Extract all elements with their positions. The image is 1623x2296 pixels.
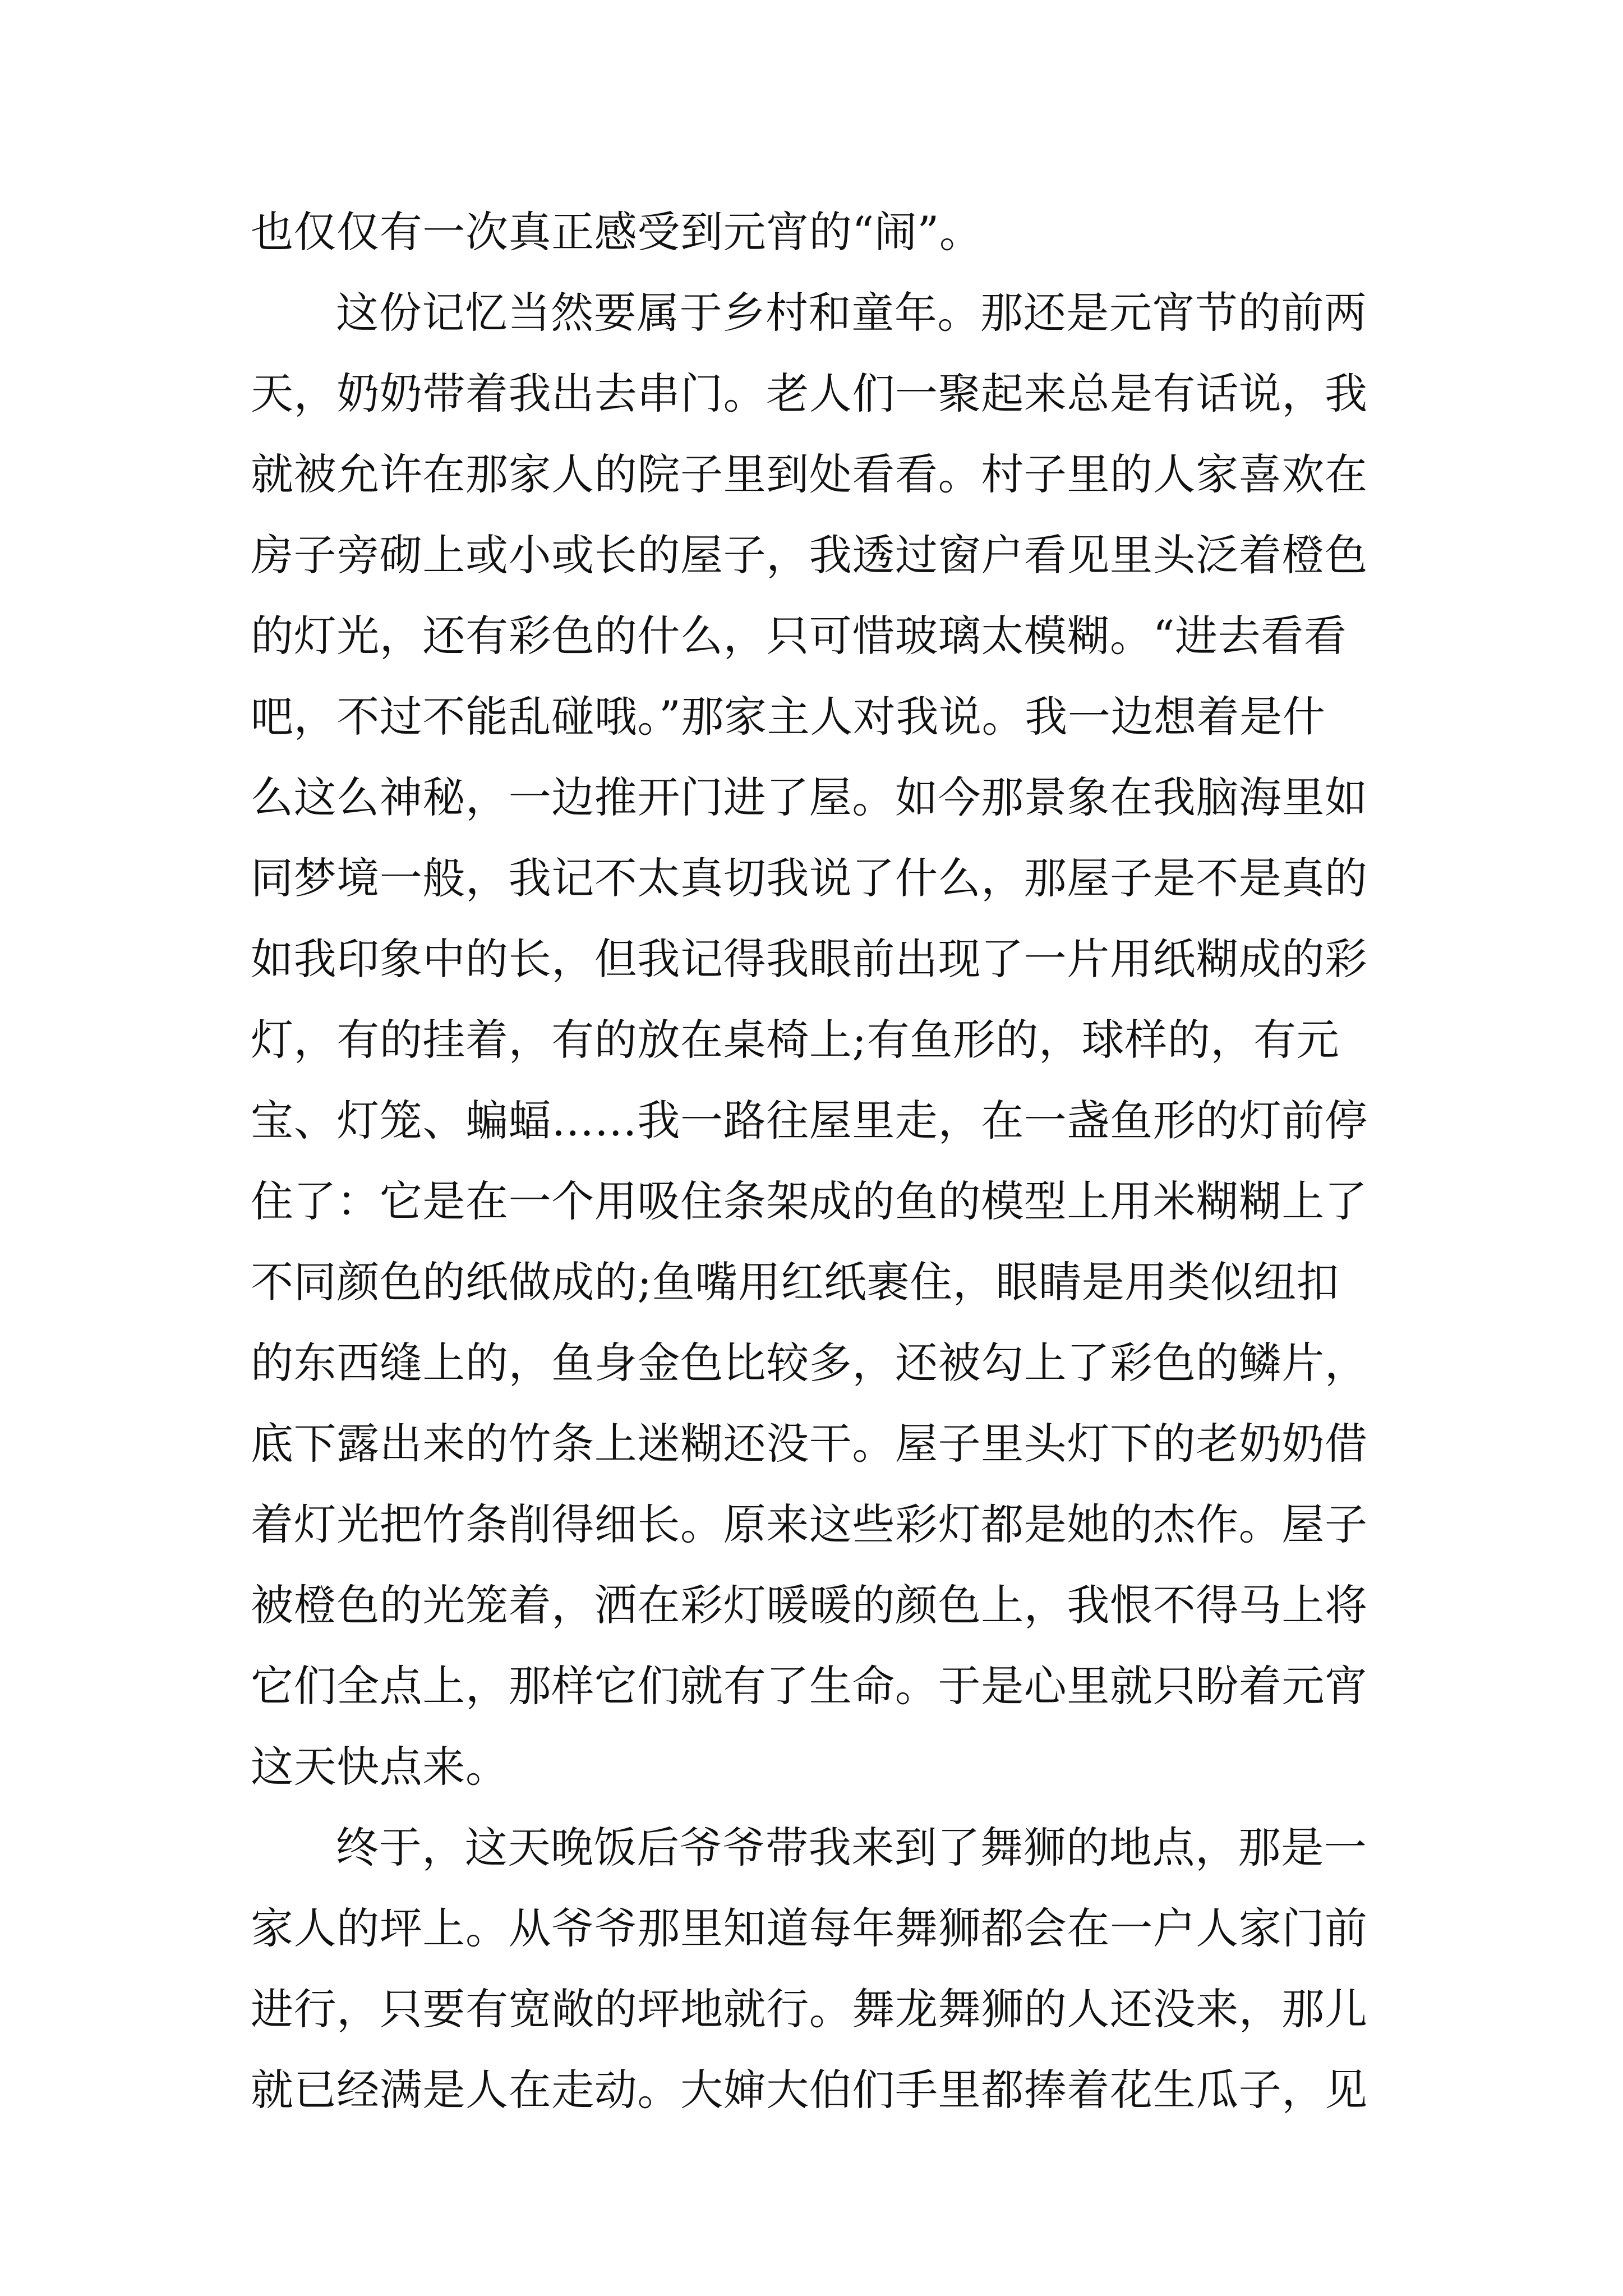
- text-line: 这天快点来。: [251, 1742, 509, 1792]
- text-line: 就被允许在那家人的院子里到处看看。村子里的人家喜欢在: [251, 449, 1368, 499]
- text-line: 天，奶奶带着我出去串门。老人们一聚起来总是有话说，我: [251, 369, 1368, 418]
- text-line: 也仅仅有一次真正感受到元宵的“闹”。: [251, 207, 983, 257]
- document-page: [251, 192, 1386, 2131]
- text-line: 的灯光，还有彩色的什么，只可惜玻璃太模糊。“进去看看: [251, 611, 1347, 661]
- text-line: 的东西缝上的，鱼身金色比较多，还被勾上了彩色的鳞片，: [251, 1338, 1368, 1388]
- text-line: 终于，这天晚饭后爷爷带我来到了舞狮的地点，那是一: [336, 1823, 1367, 1872]
- paragraph-2: [251, 273, 1386, 1807]
- text-line: 被橙色的光笼着，洒在彩灯暖暖的颜色上，我恨不得马上将: [251, 1580, 1368, 1630]
- text-line: 不同颜色的纸做成的;鱼嘴用红纸裹住，眼睛是用类似纽扣: [251, 1257, 1340, 1307]
- text-line: 同梦境一般，我记不太真切我说了什么，那屋子是不是真的: [251, 853, 1368, 903]
- text-line: 底下露出来的竹条上迷糊还没干。屋子里头灯下的老奶奶借: [251, 1419, 1368, 1469]
- text-line: 进行，只要有宽敞的坪地就行。舞龙舞狮的人还没来，那儿: [251, 1984, 1368, 2034]
- text-line: 家人的坪上。从爷爷那里知道每年舞狮都会在一户人家门前: [251, 1903, 1368, 1953]
- text-line: 它们全点上，那样它们就有了生命。于是心里就只盼着元宵: [251, 1661, 1368, 1711]
- text-line: 房子旁砌上或小或长的屋子，我透过窗户看见里头泛着橙色: [251, 530, 1368, 580]
- text-line: 就已经满是人在走动。大婶大伯们手里都捧着花生瓜子，见: [251, 2065, 1368, 2115]
- paragraph-3: [251, 1807, 1386, 2131]
- text-line: 宝、灯笼、蝙蝠……我一路往屋里走，在一盏鱼形的灯前停: [251, 1096, 1368, 1145]
- text-line: 灯，有的挂着，有的放在桌椅上;有鱼形的，球样的，有元: [251, 1015, 1340, 1065]
- text-line: 这份记忆当然要属于乡村和童年。那还是元宵节的前两: [336, 288, 1367, 338]
- text-line: 如我印象中的长，但我记得我眼前出现了一片用纸糊成的彩: [251, 934, 1368, 984]
- paragraph-1: [251, 192, 1386, 273]
- text-line: 吧，不过不能乱碰哦。”那家主人对我说。我一边想着是什: [251, 692, 1326, 742]
- text-line: 住了：它是在一个用吸住条架成的鱼的模型上用米糊糊上了: [251, 1176, 1368, 1226]
- text-line: 着灯光把竹条削得细长。原来这些彩灯都是她的杰作。屋子: [251, 1499, 1368, 1549]
- text-line: 么这么神秘，一边推开门进了屋。如今那景象在我脑海里如: [251, 772, 1368, 822]
